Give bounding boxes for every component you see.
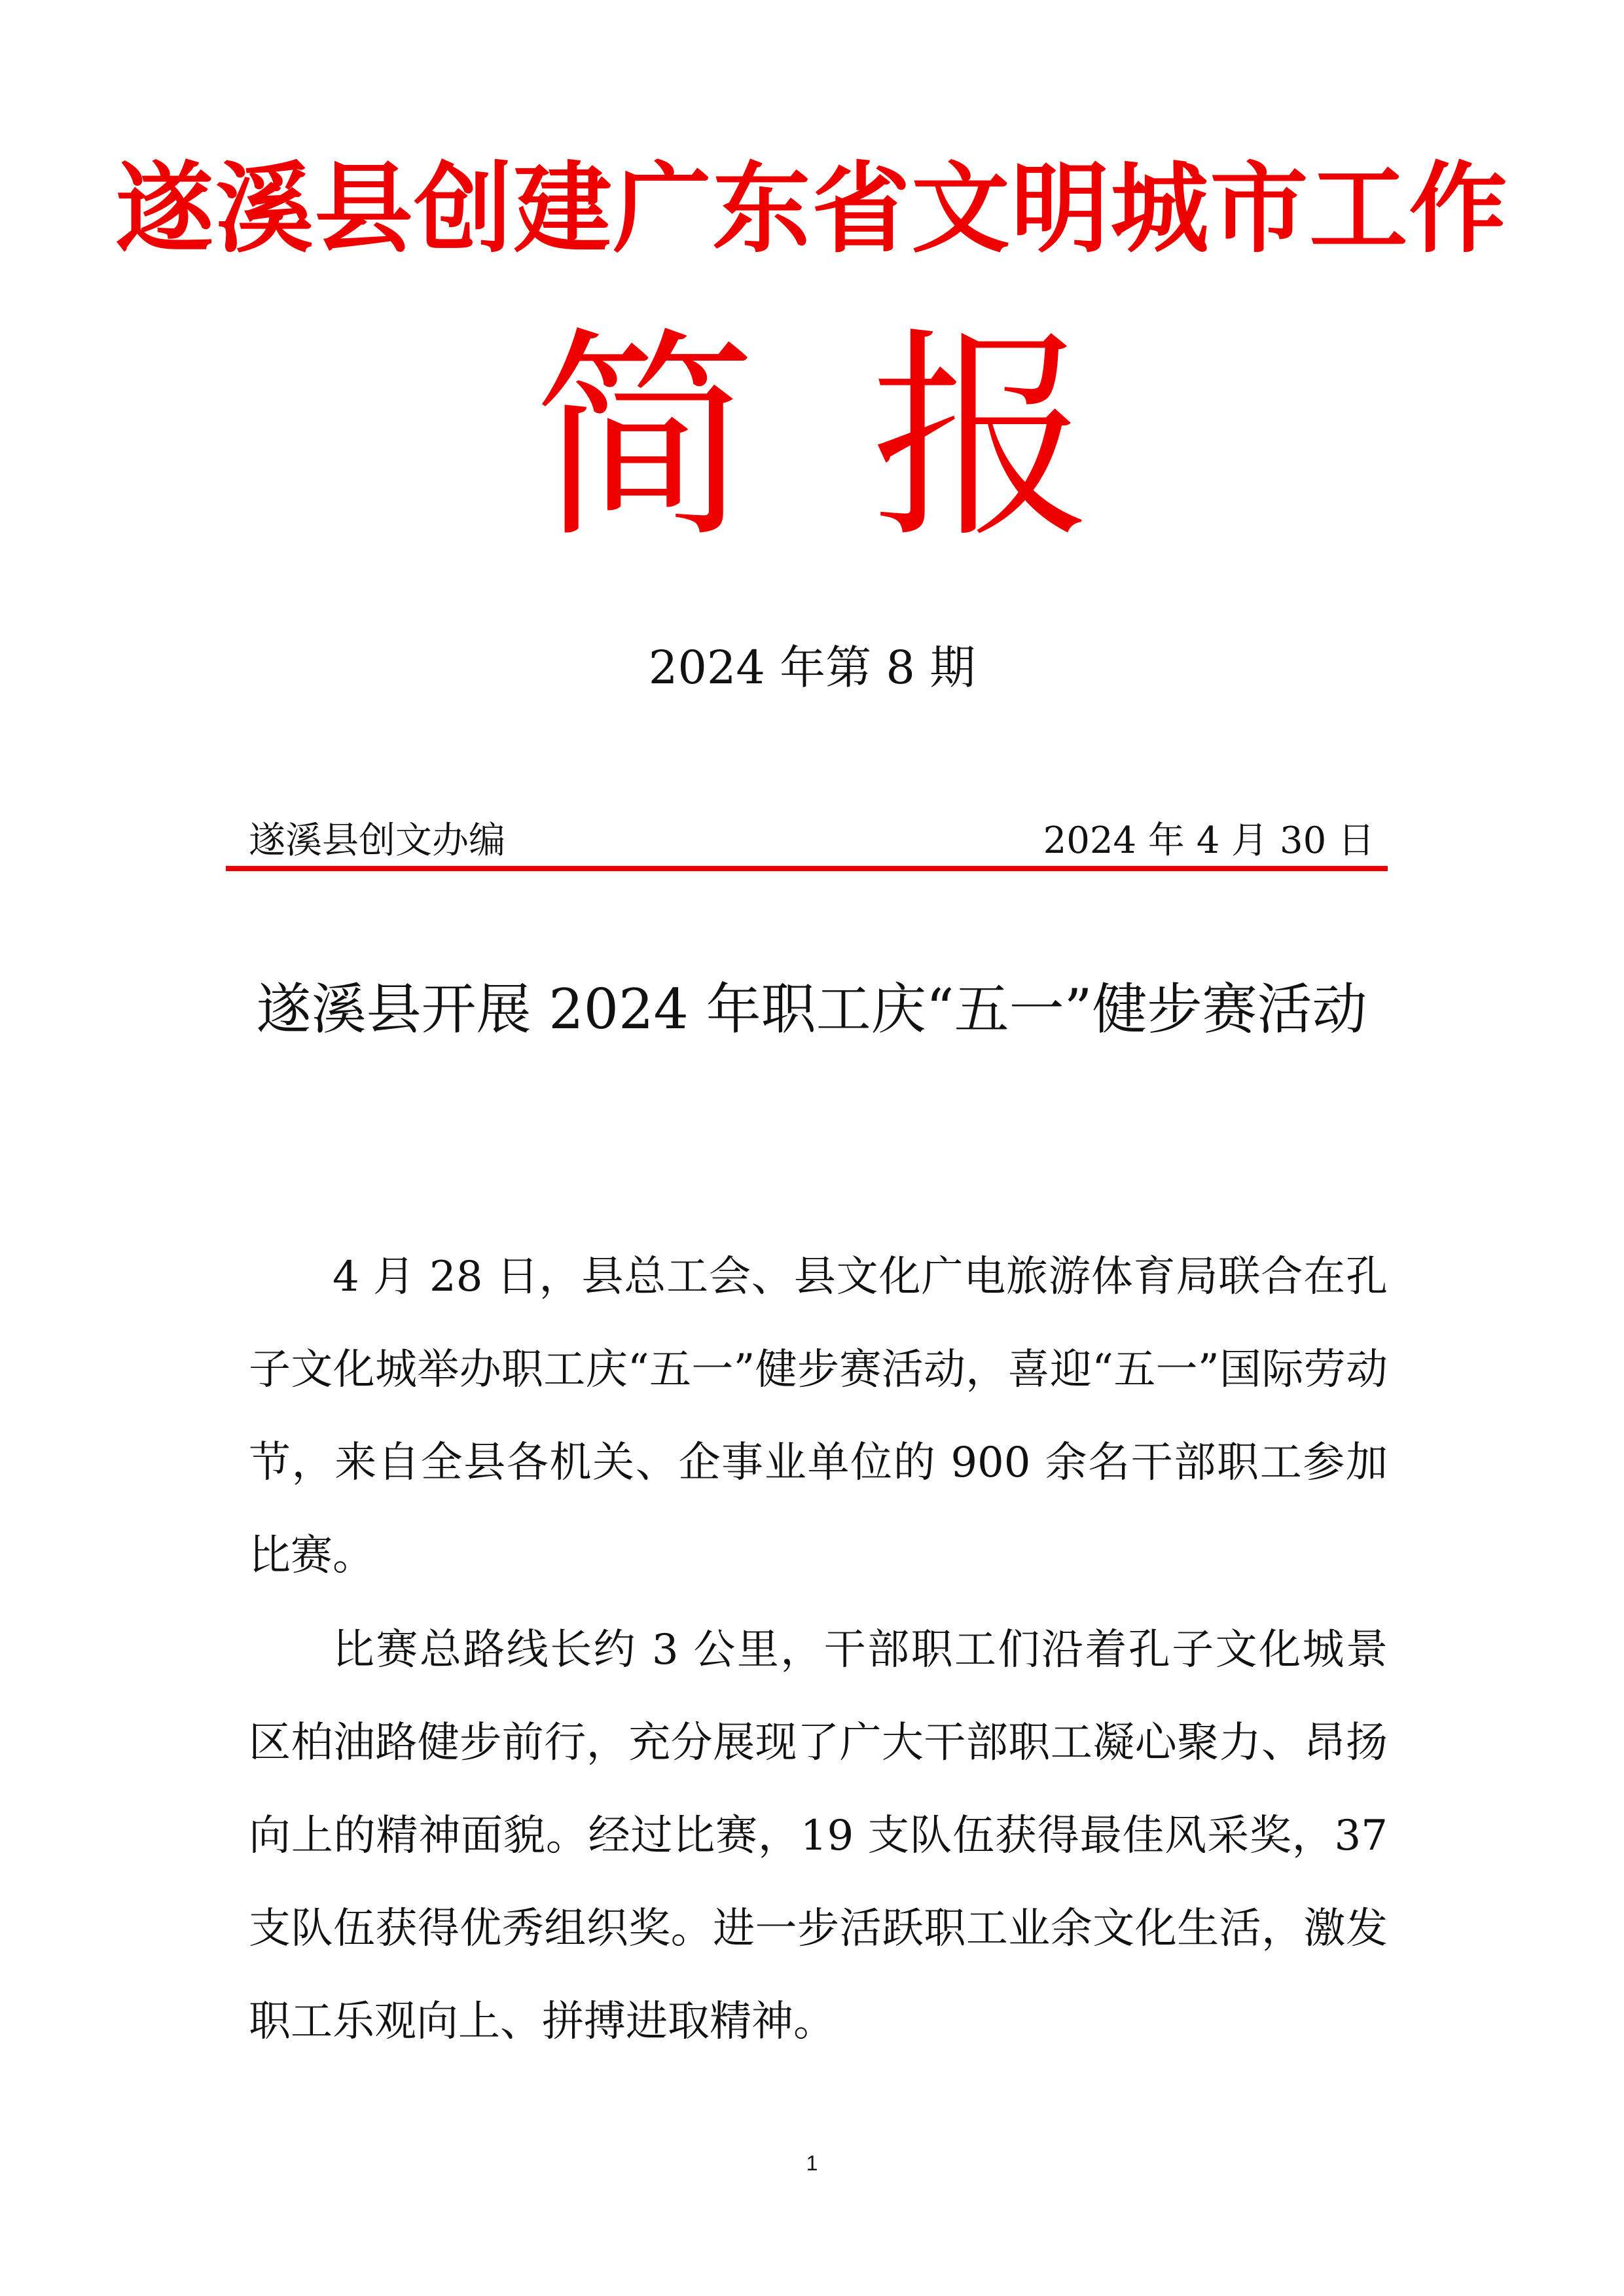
page-number: 1 (806, 2151, 818, 2175)
editor-label: 遂溪县创文办编 (249, 819, 505, 862)
masthead-title (0, 309, 1624, 568)
publish-date: 2024 年 4 月 30 日 (1043, 819, 1375, 862)
meta-row (249, 815, 1388, 867)
masthead-title-char-2: 报 (871, 309, 1093, 568)
article-body (249, 1230, 1388, 2070)
masthead-org-title: 遂溪县创建广东省文明城市工作 (115, 152, 1509, 266)
masthead-title-char-1: 简 (533, 309, 756, 568)
red-divider-line (226, 866, 1388, 871)
article-paragraph-2: 比赛总路线长约 3 公里，干部职工们沿着孔子文化城景区柏油路健步前行，充分展现了广大干部职工凝心聚力、昂扬向上的精神面貌。经过比赛，19 支队伍获得最佳风采奖，37 支队伍获得优秀组织奖。进一步活跃职工业余文化生活，激发职工乐观向上、拼搏进取精神。 (249, 1626, 1388, 2046)
article-paragraph-1: 4 月 28 日，县总工会、县文化广电旅游体育局联合在孔子文化城举办职工庆“五一”健步赛活动，喜迎“五一”国际劳动节，来自全县各机关、企事业单位的 900 余名干部职工参加比赛。 (249, 1253, 1388, 1580)
issue-number: 2024 年第 8 期 (648, 641, 976, 694)
article-headline: 遂溪县开展 2024 年职工庆“五一”健步赛活动 (256, 977, 1367, 1041)
